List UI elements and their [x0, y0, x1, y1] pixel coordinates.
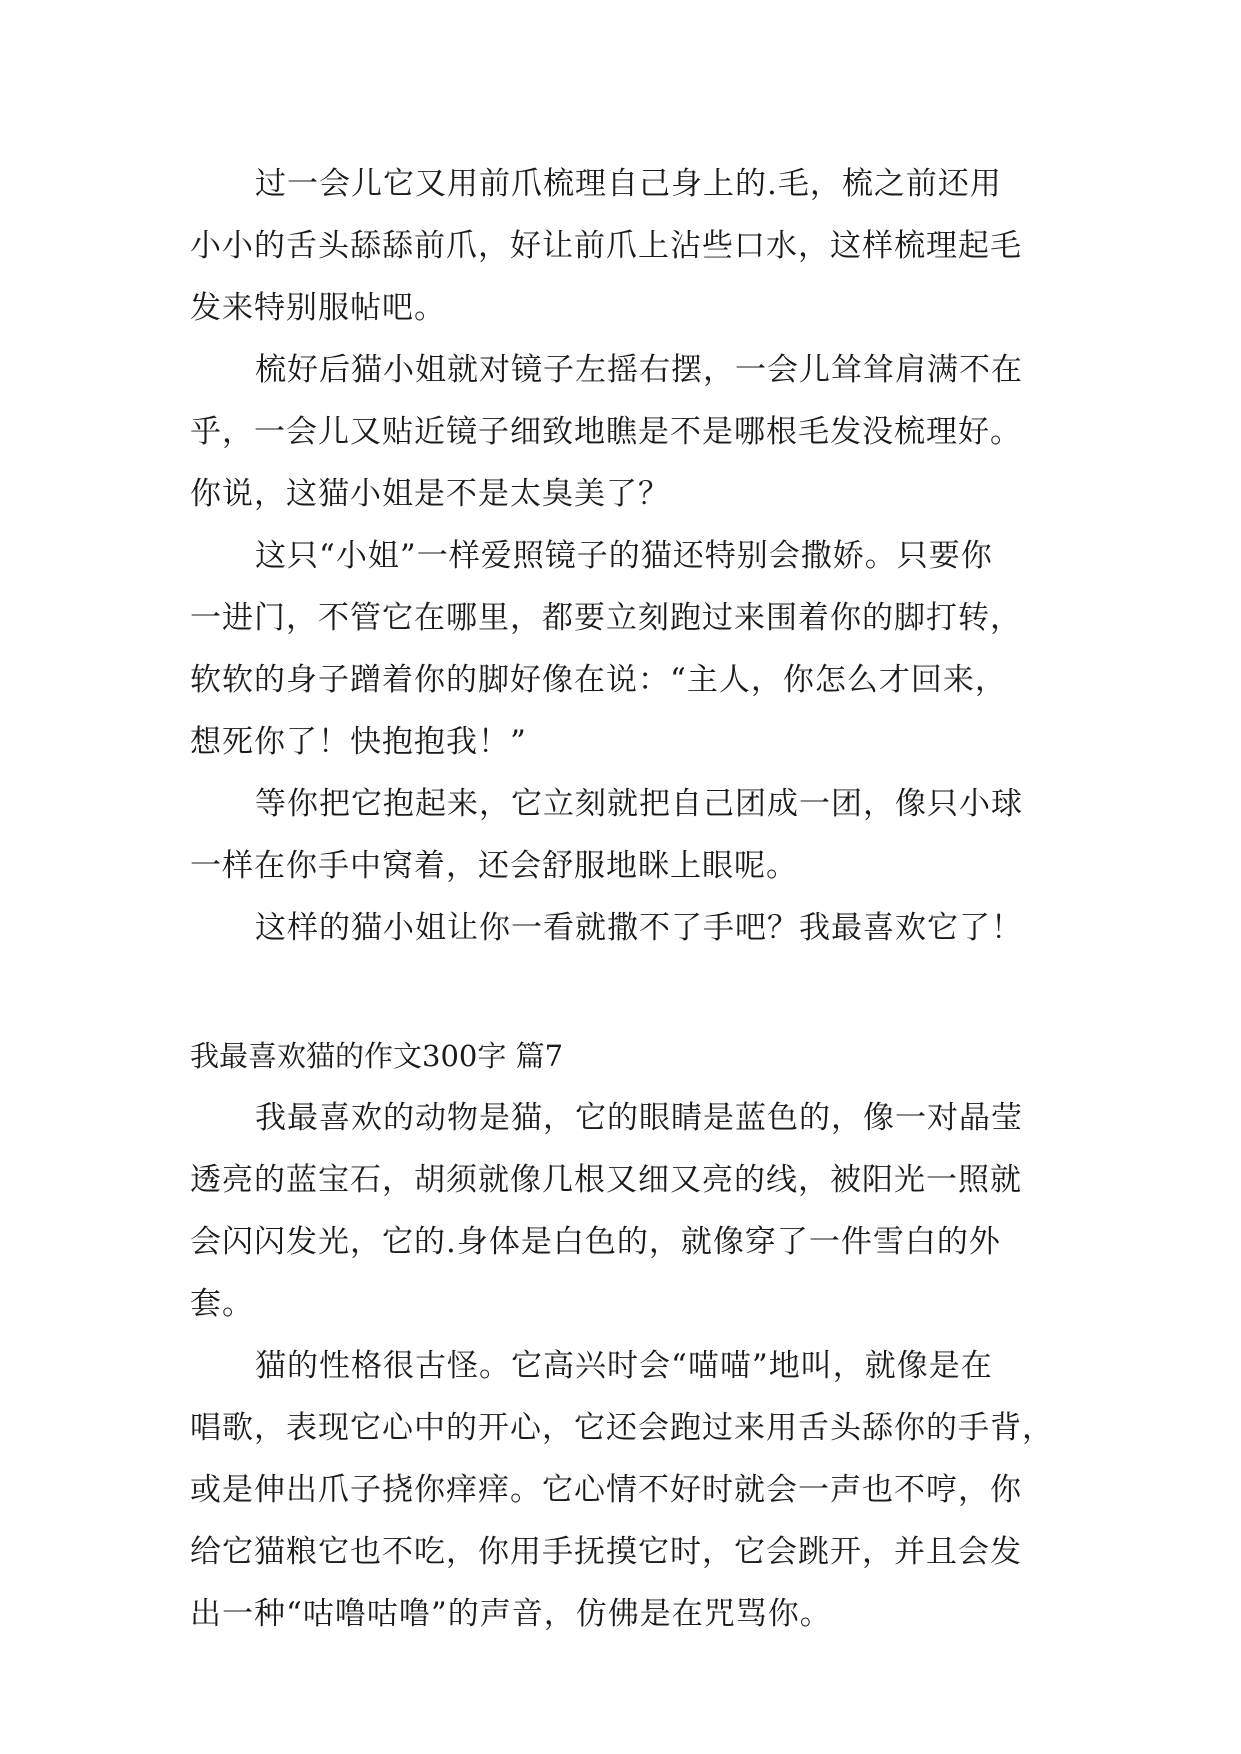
paragraph-line: 一进门，不管它在哪里，都要立刻跑过来围着你的脚打转，: [190, 600, 1022, 636]
paragraph-line: 软软的身子蹭着你的脚好像在说：“主人，你怎么才回来，: [190, 662, 1007, 698]
paragraph-line: 一样在你手中窝着，还会舒服地眯上眼呢。: [190, 848, 798, 884]
paragraph-line: 或是伸出爪子挠你痒痒。它心情不好时就会一声也不哼，你: [190, 1472, 1022, 1508]
section-heading: 我最喜欢猫的作文300字 篇7: [190, 1039, 564, 1073]
paragraph-line: 小小的舌头舔舔前爪，好让前爪上沾些口水，这样梳理起毛: [190, 228, 1022, 264]
paragraph-line: 想死你了！快抱抱我！”: [190, 724, 527, 760]
paragraph-line: 这只“小姐”一样爱照镜子的猫还特别会撒娇。只要你: [255, 538, 993, 574]
paragraph-line: 梳好后猫小姐就对镜子左摇右摆，一会儿耸耸肩满不在: [255, 352, 1023, 388]
paragraph-line: 这样的猫小姐让你一看就撒不了手吧？我最喜欢它了！: [255, 910, 1023, 946]
paragraph-line: 透亮的蓝宝石，胡须就像几根又细又亮的线，被阳光一照就: [190, 1162, 1022, 1198]
paragraph-line: 会闪闪发光，它的.身体是白色的，就像穿了一件雪白的外: [190, 1224, 1001, 1260]
paragraph-line: 乎，一会儿又贴近镜子细致地瞧是不是哪根毛发没梳理好。: [190, 414, 1022, 450]
paragraph-line: 套。: [190, 1286, 254, 1322]
paragraph-line: 出一种“咕噜咕噜”的声音，仿佛是在咒骂你。: [190, 1596, 832, 1632]
paragraph-line: 给它猫粮它也不吃，你用手抚摸它时，它会跳开，并且会发: [190, 1534, 1022, 1570]
paragraph-line: 你说，这猫小姐是不是太臭美了？: [190, 476, 670, 512]
paragraph-line: 唱歌，表现它心中的开心，它还会跑过来用舌头舔你的手背，: [190, 1410, 1054, 1446]
paragraph-line: 过一会儿它又用前爪梳理自己身上的.毛，梳之前还用: [255, 166, 1002, 202]
paragraph-line: 等你把它抱起来，它立刻就把自己团成一团，像只小球: [255, 786, 1023, 822]
paragraph-line: 猫的性格很古怪。它高兴时会“喵喵”地叫，就像是在: [255, 1348, 993, 1384]
paragraph-line: 发来特别服帖吧。: [190, 290, 446, 326]
paragraph-line: 我最喜欢的动物是猫，它的眼睛是蓝色的，像一对晶莹: [255, 1100, 1023, 1136]
